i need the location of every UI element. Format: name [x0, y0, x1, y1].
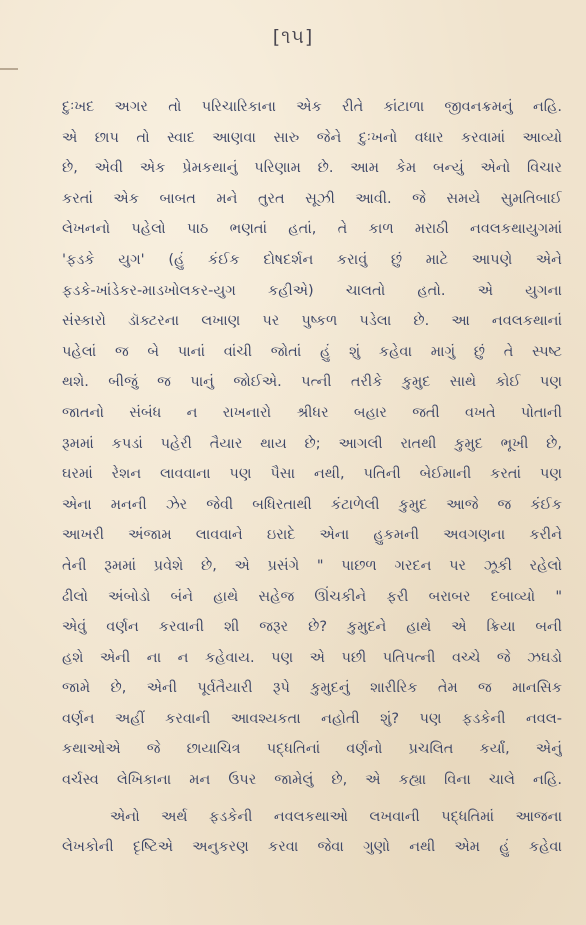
- text-line: લેખનનો પહેલો પાઠ ભણતાં હતાં, તે કાળ મરાઠી નવલકથાયુગમાં: [62, 221, 562, 238]
- text-line: જામે છે, એની પૂર્વતૈયારી રૂપે કુમુદનું શારીરિક તેમ જ માનસિક: [62, 680, 562, 697]
- paragraph-2: [62, 802, 562, 863]
- text-line: એનો અર્થ ફડકેની નવલકથાઓ લખવાની પદ્ધતિમાં આજના: [110, 808, 562, 825]
- text-line: આખરી અંજામ લાવવાને ઇરાદે એના હુકમની અવગણના કરીને: [62, 527, 562, 544]
- paragraph-1: [62, 92, 562, 796]
- text-line: વર્ણન અહીં કરવાની આવશ્યકતા નહોતી શું? પણ ફડકેની નવલ-: [62, 710, 562, 727]
- text-line: કથાઓએ જે છાયાચિત્ર પદ્ધતિનાં વર્ણનો પ્રચલિત કર્યાં, એનું: [62, 741, 562, 758]
- text-line: લેખકોની દૃષ્ટિએ અનુકરણ કરવા જેવા ગુણો નથી એમ હું કહેવા: [62, 839, 562, 856]
- text-line: રૂમમાં કપડાં પહેરી તૈયાર થાય છે; આગલી રાતથી કુમુદ ભૂખી છે,: [62, 435, 562, 452]
- page-number: [૧૫]: [272, 26, 314, 48]
- text-line: દુઃખદ અગર તો પરિચારિકાના એક રીતે કાંટાળા જીવનક્રમનું નહિ.: [62, 99, 562, 115]
- text-line: કરતાં એક બાબત મને તુરત સૂઝી આવી. જે સમયે સુમતિબાઈ: [62, 190, 562, 207]
- text-line: સંસ્કારો ડૉક્ટરના લખાણ પર પુષ્કળ પડેલા છે. આ નવલકથાનાં: [62, 313, 562, 330]
- text-line: થશે. બીજું જ પાનું જોઈએ. પત્ની તરીકે કુમુદ સાથે કોઈ પણ: [62, 374, 562, 391]
- text-line: 'ફડકે યુગ' (હું કંઈક દોષદર્શન કરાવું છું માટે આપણે એને: [62, 251, 562, 268]
- text-line: છે, એવી એક પ્રેમકથાનું પરિણામ છે. આમ કેમ બન્યું એનો વિચાર: [62, 160, 562, 177]
- text-line: ઘરમાં રેશન લાવવાના પણ પૈસા નથી, પતિની બેઈમાની કરતાં પણ: [62, 466, 562, 483]
- text-line: વર્ચસ્વ લેખિકાના મન ઉપર જામેલું છે, એ કહ્યા વિના ચાલે નહિ.: [62, 772, 562, 789]
- text-line: એવું વર્ણન કરવાની શી જરૂર છે? કુમુદને હાથે એ ક્રિયા બની: [62, 619, 562, 636]
- text-line: જાતનો સંબંધ ન રાખનારો શ્રીધર બહાર જતી વખતે પોતાની: [62, 404, 562, 421]
- text-line: તેની રૂમમાં પ્રવેશે છે, એ પ્રસંગે " પાછળ ગરદન પર ઝૂકી રહેલો: [62, 557, 562, 574]
- text-line: હશે એની ના ન કહેવાય. પણ એ પછી પતિપત્ની વચ્ચે જે ઝઘડો: [62, 649, 562, 666]
- text-line: ફડકે-ખાંડેકર-માડખોલકર-યુગ કહીએ) ચાલતો હતો. એ યુગના: [62, 282, 562, 299]
- page-edge-mark: [0, 68, 18, 70]
- text-line: એના મનની ઝેર જેવી બધિરતાથી કંટાળેલી કુમુદ આજે જ કંઈક: [62, 496, 562, 513]
- text-line: ઢીલો અંબોડો બંને હાથે સહેજ ઊંચકીને ફરી બરાબર દબાવ્યો ": [62, 588, 562, 605]
- text-line: પહેલાં જ બે પાનાં વાંચી જોતાં હું શું કહેવા માગું છું તે સ્પષ્ટ: [62, 343, 562, 360]
- text-line: એ છાપ તો સ્વાદ આણવા સારુ જેને દુઃખનો વધાર કરવામાં આવ્યો: [62, 129, 562, 146]
- body-text: [62, 92, 562, 863]
